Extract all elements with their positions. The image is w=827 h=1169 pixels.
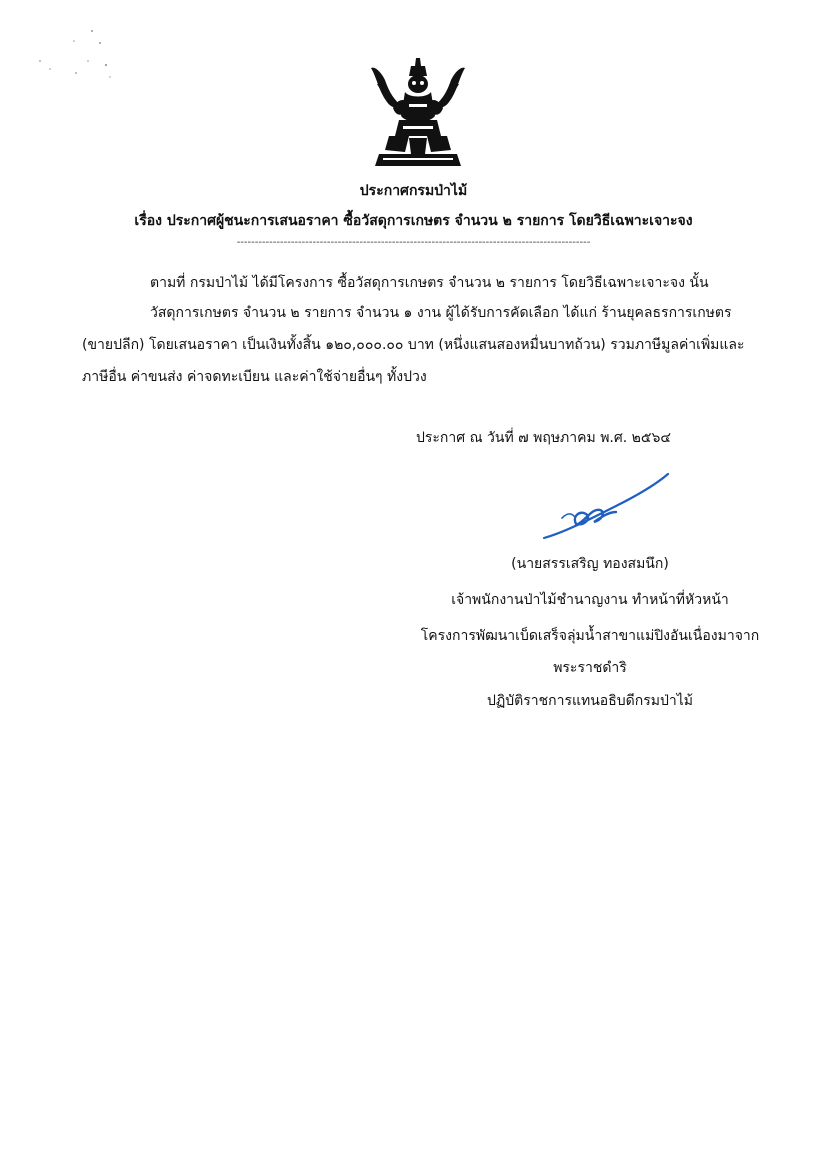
garuda-emblem <box>369 58 467 168</box>
body-paragraph-line: ภาษีอื่น ค่าขนส่ง ค่าจดทะเบียน และค่าใช้จ่ายอื่นๆ ทั้งปวง <box>82 369 427 385</box>
signatory-position: พระราชดำริ <box>553 660 627 676</box>
handwritten-signature <box>536 466 671 546</box>
body-paragraph-line: วัสดุการเกษตร จำนวน ๒ รายการ จำนวน ๑ งาน ผู้ได้รับการคัดเลือก ได้แก่ ร้านยุคลธรการเกษตร <box>150 305 732 321</box>
announce-date: ประกาศ ณ วันที่ ๗ พฤษภาคม พ.ศ. ๒๕๖๔ <box>416 430 671 446</box>
body-paragraph-line: (ขายปลีก) โดยเสนอราคา เป็นเงินทั้งสิ้น ๑๒๐,๐๐๐.๐๐ บาท (หนึ่งแสนสองหมื่นบาทถ้วน) รวมภาษีมูลค่าเพิ่มและ <box>82 337 745 353</box>
document-title: ประกาศกรมป่าไม้ <box>359 183 468 199</box>
divider-line: -------------------------------------------------------------------------------------------------- <box>236 237 591 248</box>
signatory-position: เจ้าพนักงานป่าไม้ชำนาญงาน ทำหน้าที่หัวหน้า <box>451 592 729 608</box>
signatory-position: ปฏิบัติราชการแทนอธิบดีกรมป่าไม้ <box>486 693 693 709</box>
signatory-name: (นายสรรเสริญ ทองสมนึก) <box>511 556 669 572</box>
signatory-position: โครงการพัฒนาเบ็ดเสร็จลุ่มน้ำสาขาแม่ปิงอันเนื่องมาจาก <box>420 628 760 644</box>
scan-specks <box>30 25 130 95</box>
document-subject: เรื่อง ประกาศผู้ชนะการเสนอราคา ซื้อวัสดุการเกษตร จำนวน ๒ รายการ โดยวิธีเฉพาะเจาะจง <box>134 213 693 229</box>
body-paragraph-line: ตามที่ กรมป่าไม้ ได้มีโครงการ ซื้อวัสดุการเกษตร จำนวน ๒ รายการ โดยวิธีเฉพาะเจาะจง นั้น <box>150 275 709 291</box>
